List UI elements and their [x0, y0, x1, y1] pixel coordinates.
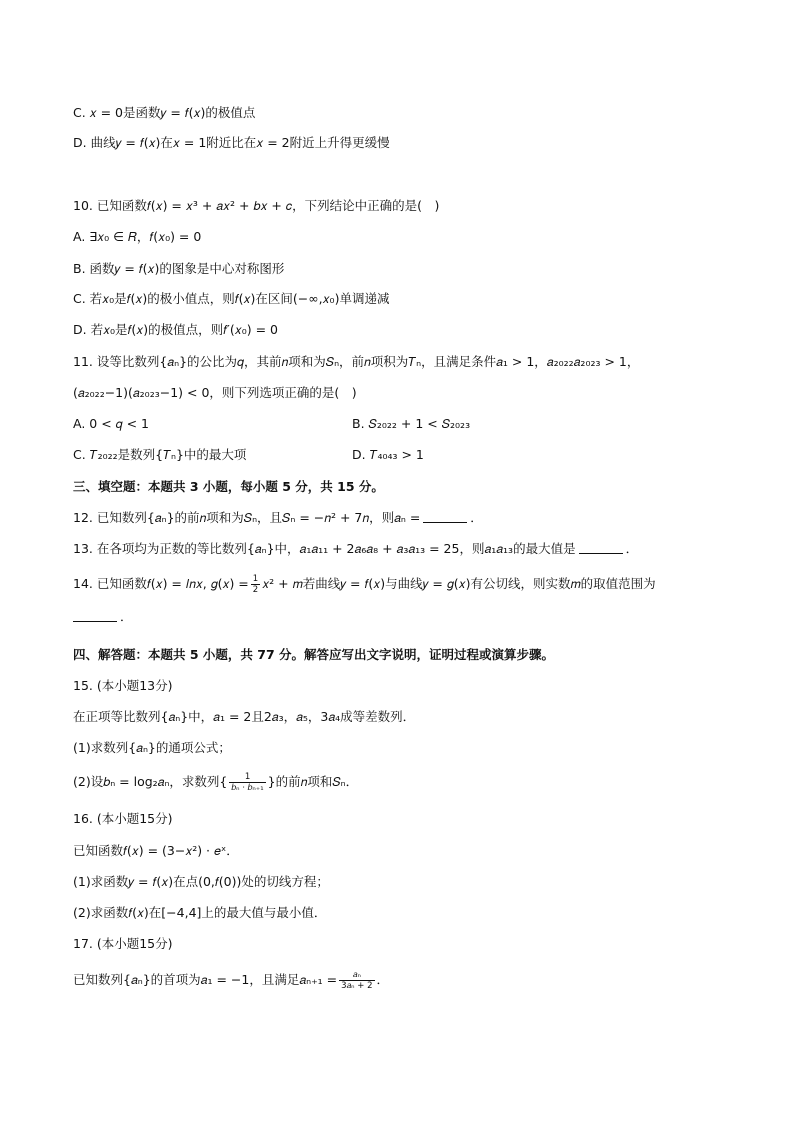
q10-option-b: B. 函数𝑦 = 𝑓(𝑥)的图象是中心对称图形 — [73, 261, 285, 276]
q12-period: ． — [470, 510, 483, 525]
q16-part1: (1)求函数𝑦 = 𝑓(𝑥)在点(0,𝑓(0))处的切线方程； — [73, 874, 329, 889]
q17-frac-den: 3𝑎ₙ + 2 — [341, 981, 373, 991]
q15-part2 — [73, 772, 358, 793]
q14-text-a: 14. 已知函数𝑓(𝑥) = 𝑙𝑛𝑥, 𝑔(𝑥) = — [73, 576, 249, 591]
q16-stem: 已知函数𝑓(𝑥) = (3−𝑥²) ⋅ 𝑒ˣ． — [73, 843, 239, 858]
q15-part2-text-b: }的前𝑛项和𝑆ₙ． — [267, 774, 359, 789]
q15-fraction — [229, 772, 265, 793]
q14-fraction — [251, 574, 260, 595]
q16-part2: (2)求函数𝑓(𝑥)在[−4,4]上的最大值与最小值． — [73, 905, 327, 920]
q11-option-b: B. 𝑆₂₀₂₂ + 1 < 𝑆₂₀₂₃ — [352, 416, 471, 431]
q15-stem: 在正项等比数列{𝑎ₙ}中，𝑎₁ = 2且2𝑎₃，𝑎₅，3𝑎₄成等差数列． — [73, 709, 416, 724]
q14-continuation — [73, 608, 133, 626]
q16-header: 16. (本小题15分) — [73, 811, 173, 826]
q14-stem — [73, 574, 656, 595]
q14-period: ． — [120, 609, 133, 624]
q11-option-c: C. 𝑇₂₀₂₂是数列{𝑇ₙ}中的最大项 — [73, 447, 247, 462]
q14-answer-blank — [73, 609, 117, 622]
q11-stem-line2: (𝑎₂₀₂₂−1)(𝑎₂₀₂₃−1) < 0，则下列选项正确的是( ) — [73, 385, 357, 400]
q13-period: ． — [625, 541, 639, 556]
q10-option-d: D. 若𝑥₀是𝑓(𝑥)的极值点，则𝑓′(𝑥₀) = 0 — [73, 322, 278, 337]
q11-option-d: D. 𝑇₄₀₄₃ > 1 — [352, 447, 424, 462]
q15-frac-den: 𝑏ₙ ⋅ 𝑏ₙ₊₁ — [231, 783, 264, 793]
q15-frac-num: 1 — [229, 772, 265, 783]
q17-text: 已知数列{𝑎ₙ}的首项为𝑎₁ = −1，且满足𝑎ₙ₊₁ = — [73, 972, 338, 987]
q12-text: 12. 已知数列{𝑎ₙ}的前𝑛项和为𝑆ₙ，且𝑆ₙ = −𝑛² + 7𝑛，则𝑎ₙ = — [73, 510, 421, 525]
q11-option-a: A. 0 < 𝑞 < 1 — [73, 416, 150, 431]
section-4-heading: 四、解答题：本题共 5 小题，共 77 分。解答应写出文字说明，证明过程或演算步骤。 — [73, 647, 555, 662]
q12-stem — [73, 509, 483, 527]
q17-frac-num: 𝑎ₙ — [339, 970, 374, 981]
q11-stem-line1: 11. 设等比数列{𝑎ₙ}的公比为𝑞，其前𝑛项和为𝑆ₙ，前𝑛项积为𝑇ₙ，且满足条件𝑎₁ > 1，𝑎₂₀₂₂𝑎₂₀₂₃ > 1， — [73, 354, 640, 369]
q13-text: 13. 在各项均为正数的等比数列{𝑎ₙ}中，𝑎₁𝑎₁₁ + 2𝑎₆𝑎₈ + 𝑎₃𝑎₁₃ = 25，则𝑎₁𝑎₁₃的最大值是 — [73, 541, 576, 556]
q13-answer-blank — [579, 541, 623, 554]
q17-header: 17. (本小题15分) — [73, 936, 173, 951]
q10-option-c: C. 若𝑥₀是𝑓(𝑥)的极小值点，则𝑓(𝑥)在区间(−∞,𝑥₀)单调递减 — [73, 291, 390, 306]
q15-part1: (1)求数列{𝑎ₙ}的通项公式； — [73, 740, 231, 755]
q10-option-a: A. ∃𝑥₀ ∈ 𝑅，𝑓(𝑥₀) = 0 — [73, 229, 202, 244]
q17-period: ． — [376, 972, 390, 987]
q14-frac-num: 1 — [252, 574, 259, 584]
q15-header: 15. (本小题13分) — [73, 678, 173, 693]
q17-stem — [73, 970, 389, 991]
q10-stem: 10. 已知函数𝑓(𝑥) = 𝑥³ + 𝑎𝑥² + 𝑏𝑥 + 𝑐，下列结论中正确的是( ) — [73, 198, 440, 213]
q13-stem — [73, 540, 638, 558]
section-3-heading: 三、填空题：本题共 3 小题，每小题 5 分，共 15 分。 — [73, 479, 384, 494]
q9-option-d: D. 曲线𝑦 = 𝑓(𝑥)在𝑥 = 1附近比在𝑥 = 2附近上升得更缓慢 — [73, 135, 390, 150]
q17-fraction — [339, 970, 374, 991]
q9-option-c: C. 𝑥 = 0是函数𝑦 = 𝑓(𝑥)的极值点 — [73, 105, 256, 120]
q14-text-b: 𝑥² + 𝑚若曲线𝑦 = 𝑓(𝑥)与曲线𝑦 = 𝑔(𝑥)有公切线，则实数𝑚的取值范围为 — [262, 576, 656, 591]
q12-answer-blank — [423, 510, 467, 523]
q15-part2-text-a: (2)设𝑏ₙ = log₂𝑎ₙ，求数列{ — [73, 774, 228, 789]
q14-frac-den: 2 — [252, 585, 259, 595]
